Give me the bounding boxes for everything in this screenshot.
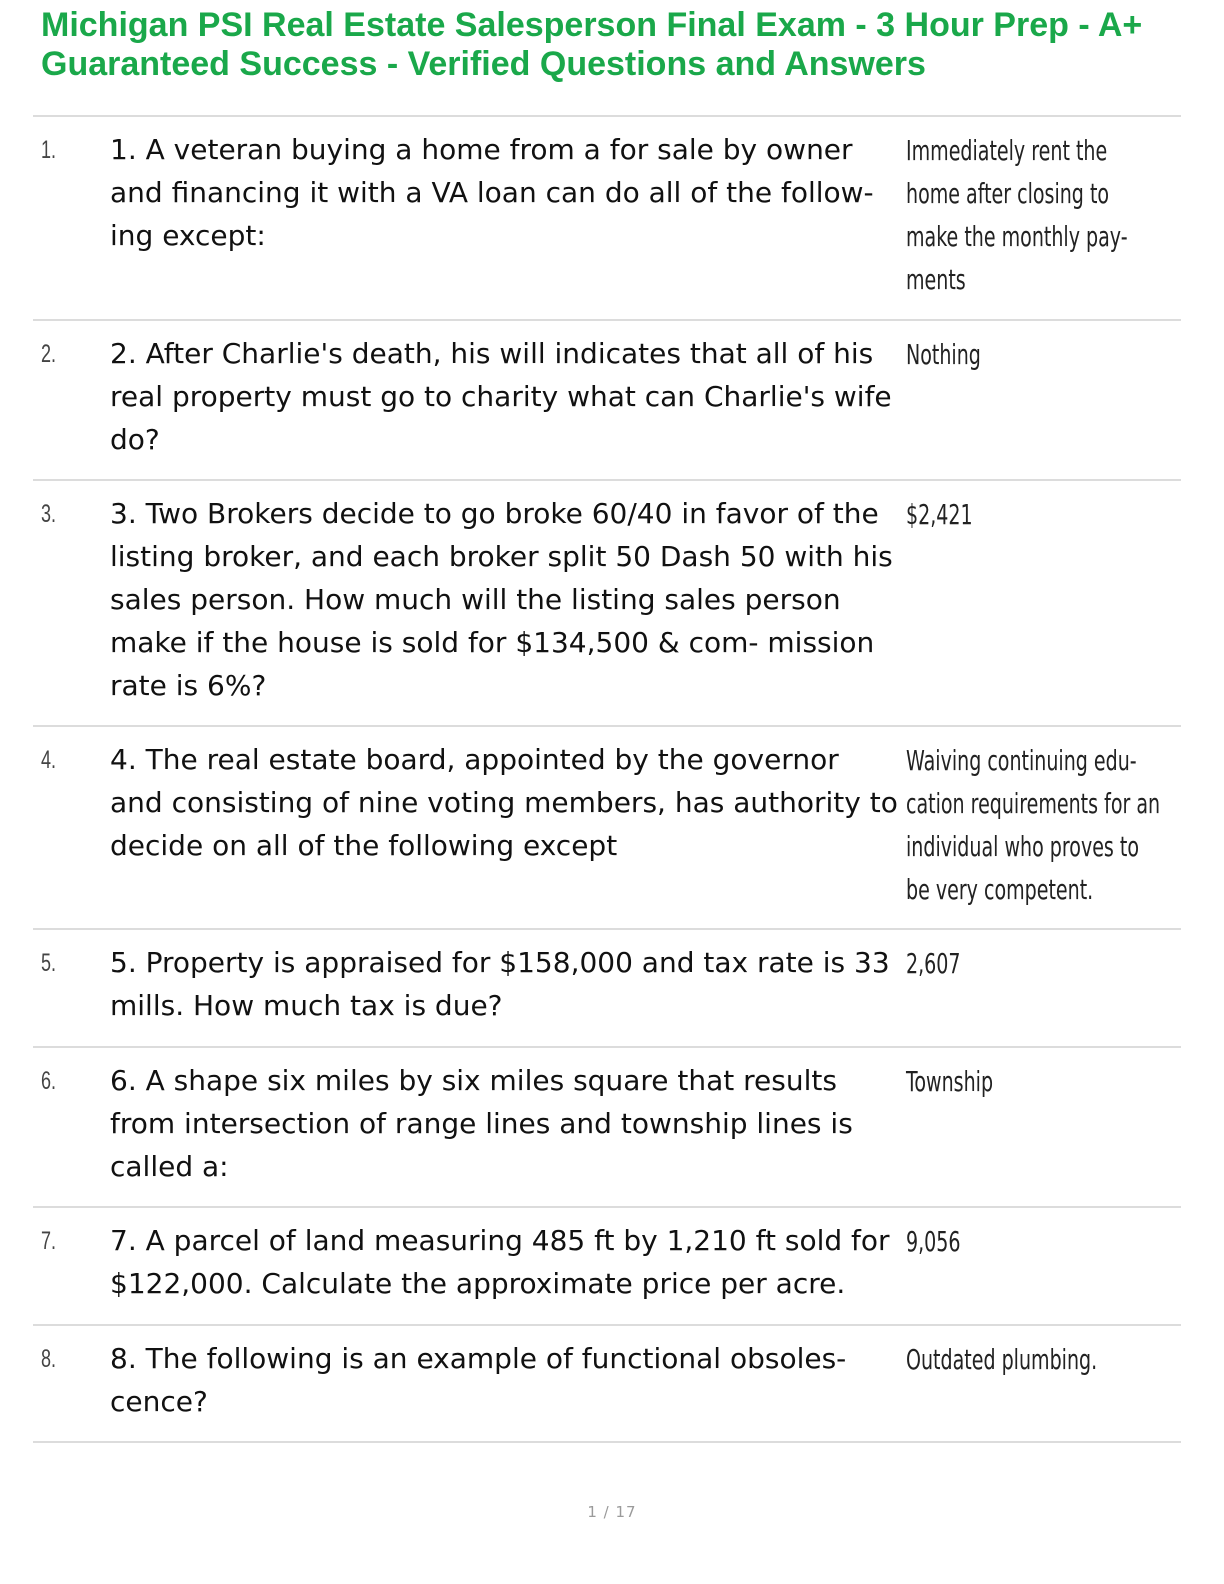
answer-text: Township xyxy=(906,1065,994,1098)
answer-text: 9,056 xyxy=(906,1225,961,1258)
answer-text: Outdated plumbing. xyxy=(906,1343,1098,1376)
item-number: 2. xyxy=(41,340,57,368)
qa-row xyxy=(33,1048,1181,1208)
qa-row xyxy=(33,321,1181,481)
item-number: 8. xyxy=(41,1345,57,1373)
qa-row xyxy=(33,1326,1181,1443)
answer-text: $2,421 xyxy=(906,498,973,531)
qa-row xyxy=(33,727,1181,930)
page-number: 1 / 17 xyxy=(587,1503,637,1521)
item-number: 5. xyxy=(41,949,57,977)
document-title: Michigan PSI Real Estate Salesperson Final Exam - 3 Hour Prep - A+ Guaranteed Success - Verified Questions and Answers xyxy=(41,6,1143,83)
qa-row xyxy=(33,117,1181,321)
answer-text: Waiving continuing edu- cation requirements for an individual who proves to be very competent. xyxy=(906,744,1161,906)
question-text: 3. Two Brokers decide to go broke 60/40 in favor of the listing broker, and each broker split 50 Dash 50 with his sales person. How much will the listing sales person make if the house is sold for $134,500 & com- mission rate is 6%? xyxy=(110,497,893,702)
question-text: 4. The real estate board, appointed by the governor and consisting of nine voting members, has authority to decide on all of the following except xyxy=(110,743,898,862)
qa-list xyxy=(33,117,1181,1443)
question-text: 5. Property is appraised for $158,000 and tax rate is 33 mills. How much tax is due? xyxy=(110,946,890,1022)
answer-text: Immediately rent the home after closing to make the monthly pay- ments xyxy=(906,134,1128,296)
item-number: 7. xyxy=(41,1227,57,1255)
item-number: 4. xyxy=(41,746,57,774)
question-text: 7. A parcel of land measuring 485 ft by 1,210 ft sold for $122,000. Calculate the approximate price per acre. xyxy=(110,1224,890,1300)
answer-text: 2,607 xyxy=(906,947,961,980)
qa-row xyxy=(33,1208,1181,1326)
question-text: 1. A veteran buying a home from a for sale by owner and financing it with a VA loan can do all of the follow- ing except: xyxy=(110,133,874,252)
qa-row xyxy=(33,930,1181,1048)
item-number: 1. xyxy=(41,136,57,164)
question-text: 8. The following is an example of functional obsoles- cence? xyxy=(110,1342,847,1418)
qa-row xyxy=(33,481,1181,727)
question-text: 2. After Charlie's death, his will indicates that all of his real property must go to charity what can Charlie's wife do? xyxy=(110,337,892,456)
answer-text: Nothing xyxy=(906,338,981,371)
item-number: 3. xyxy=(41,500,57,528)
item-number: 6. xyxy=(41,1067,57,1095)
question-text: 6. A shape six miles by six miles square that results from intersection of range lines and township lines is called a: xyxy=(110,1064,853,1183)
